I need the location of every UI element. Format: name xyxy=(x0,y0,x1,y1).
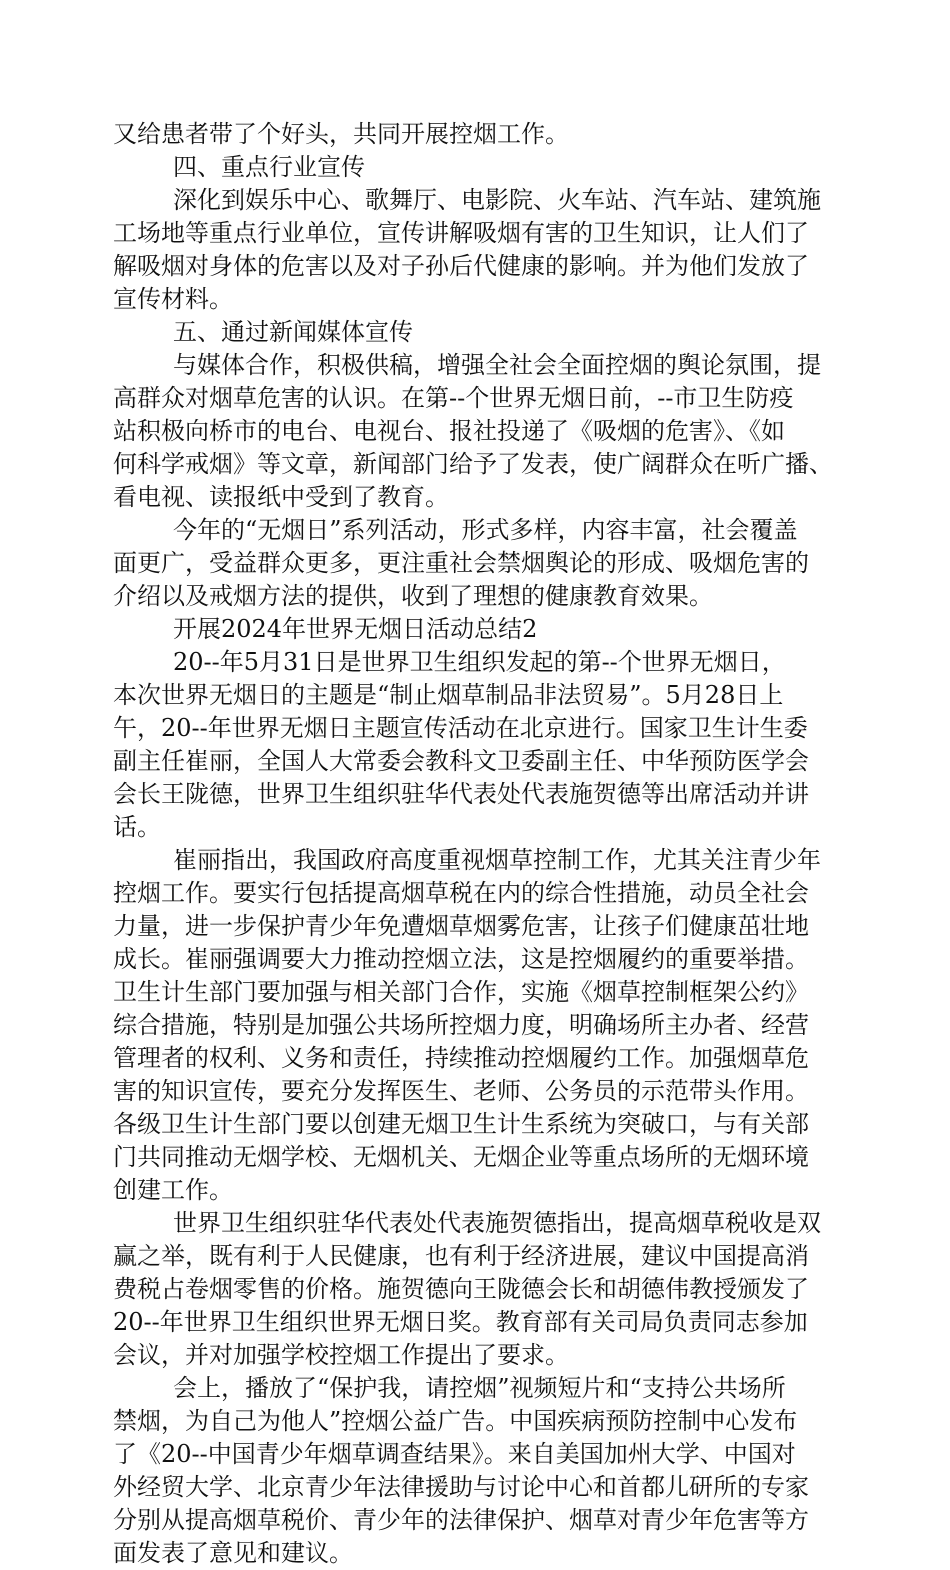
text-line: 会上，播放了“保护我，请控烟”视频短片和“支持公共场所 xyxy=(173,1374,786,1402)
text-line: 话。 xyxy=(113,813,161,841)
text-line: 面更广，受益群众更多，更注重社会禁烟舆论的形成、吸烟危害的 xyxy=(113,549,809,577)
text-line: 力量，进一步保护青少年免遭烟草烟雾危害，让孩子们健康茁壮地 xyxy=(113,912,809,940)
text-line: 五、通过新闻媒体宣传 xyxy=(173,318,413,346)
text-line: 高群众对烟草危害的认识。在第--个世界无烟日前，--市卫生防疫 xyxy=(113,384,794,412)
text-line: 世界卫生组织驻华代表处代表施贺德指出，提高烟草税收是双 xyxy=(173,1209,821,1237)
text-line: 成长。崔丽强调要大力推动控烟立法，这是控烟履约的重要举措。 xyxy=(113,945,809,973)
text-line: 害的知识宣传，要充分发挥医生、老师、公务员的示范带头作用。 xyxy=(113,1077,809,1105)
text-line: 面发表了意见和建议。 xyxy=(113,1539,353,1567)
text-line: 综合措施，特别是加强公共场所控烟力度，明确场所主办者、经营 xyxy=(113,1011,809,1039)
text-line: 开展2024年世界无烟日活动总结2 xyxy=(173,615,538,643)
section-heading xyxy=(113,151,833,184)
text-line: 了《20--中国青少年烟草调查结果》。来自美国加州大学、中国对 xyxy=(113,1440,796,1468)
text-line: 会议，并对加强学校控烟工作提出了要求。 xyxy=(113,1341,569,1369)
text-line: 何科学戒烟》等文章，新闻部门给予了发表，使广阔群众在听广播、 xyxy=(113,450,833,478)
text-line: 管理者的权利、义务和责任，持续推动控烟履约工作。加强烟草危 xyxy=(113,1044,809,1072)
paragraph xyxy=(113,349,833,514)
text-line: 解吸烟对身体的危害以及对子孙后代健康的影响。并为他们发放了 xyxy=(113,252,809,280)
section-heading xyxy=(113,613,833,646)
text-line: 外经贸大学、北京青少年法律援助与讨论中心和首都儿研所的专家 xyxy=(113,1473,809,1501)
text-line: 创建工作。 xyxy=(113,1176,233,1204)
text-line: 会长王陇德，世界卫生组织驻华代表处代表施贺德等出席活动并讲 xyxy=(113,780,809,808)
text-line: 深化到娱乐中心、歌舞厅、电影院、火车站、汽车站、建筑施 xyxy=(173,186,821,214)
text-line: 看电视、读报纸中受到了教育。 xyxy=(113,483,449,511)
text-line: 四、重点行业宣传 xyxy=(173,153,365,181)
text-line: 20--年5月31日是世界卫生组织发起的第--个世界无烟日， xyxy=(173,648,786,676)
text-line: 赢之举，既有利于人民健康，也有利于经济进展，建议中国提高消 xyxy=(113,1242,809,1270)
text-line: 禁烟，为自己为他人”控烟公益广告。中国疾病预防控制中心发布 xyxy=(113,1407,798,1435)
text-line: 费税占卷烟零售的价格。施贺德向王陇德会长和胡德伟教授颁发了 xyxy=(113,1275,809,1303)
paragraph xyxy=(113,118,833,151)
text-line: 各级卫生计生部门要以创建无烟卫生计生系统为突破口，与有关部 xyxy=(113,1110,809,1138)
paragraph xyxy=(113,514,833,613)
text-line: 午，20--年世界无烟日主题宣传活动在北京进行。国家卫生计生委 xyxy=(113,714,808,742)
text-line: 卫生计生部门要加强与相关部门合作，实施《烟草控制框架公约》 xyxy=(113,978,809,1006)
text-line: 控烟工作。要实行包括提高烟草税在内的综合性措施，动员全社会 xyxy=(113,879,809,907)
text-line: 介绍以及戒烟方法的提供，收到了理想的健康教育效果。 xyxy=(113,582,713,610)
paragraph xyxy=(113,646,833,844)
text-line: 副主任崔丽，全国人大常委会教科文卫委副主任、中华预防医学会 xyxy=(113,747,809,775)
text-line: 与媒体合作，积极供稿，增强全社会全面控烟的舆论氛围，提 xyxy=(173,351,821,379)
text-line: 分别从提高烟草税价、青少年的法律保护、烟草对青少年危害等方 xyxy=(113,1506,809,1534)
text-line: 今年的“无烟日”系列活动，形式多样，内容丰富，社会覆盖 xyxy=(173,516,798,544)
paragraph xyxy=(113,184,833,316)
text-line: 工场地等重点行业单位，宣传讲解吸烟有害的卫生知识，让人们了 xyxy=(113,219,809,247)
text-line: 崔丽指出，我国政府高度重视烟草控制工作，尤其关注青少年 xyxy=(173,846,821,874)
paragraph xyxy=(113,1372,833,1570)
text-line: 本次世界无烟日的主题是“制止烟草制品非法贸易”。5月28日上 xyxy=(113,681,784,709)
text-line: 又给患者带了个好头，共同开展控烟工作。 xyxy=(113,120,569,148)
paragraph xyxy=(113,1207,833,1372)
text-line: 20--年世界卫生组织世界无烟日奖。教育部有关司局负责同志参加 xyxy=(113,1308,808,1336)
section-heading xyxy=(113,316,833,349)
text-line: 宣传材料。 xyxy=(113,285,233,313)
text-line: 站积极向桥市的电台、电视台、报社投递了《吸烟的危害》、《如 xyxy=(113,417,785,445)
document-body xyxy=(113,118,833,1570)
text-line: 门共同推动无烟学校、无烟机关、无烟企业等重点场所的无烟环境 xyxy=(113,1143,809,1171)
paragraph xyxy=(113,844,833,1207)
